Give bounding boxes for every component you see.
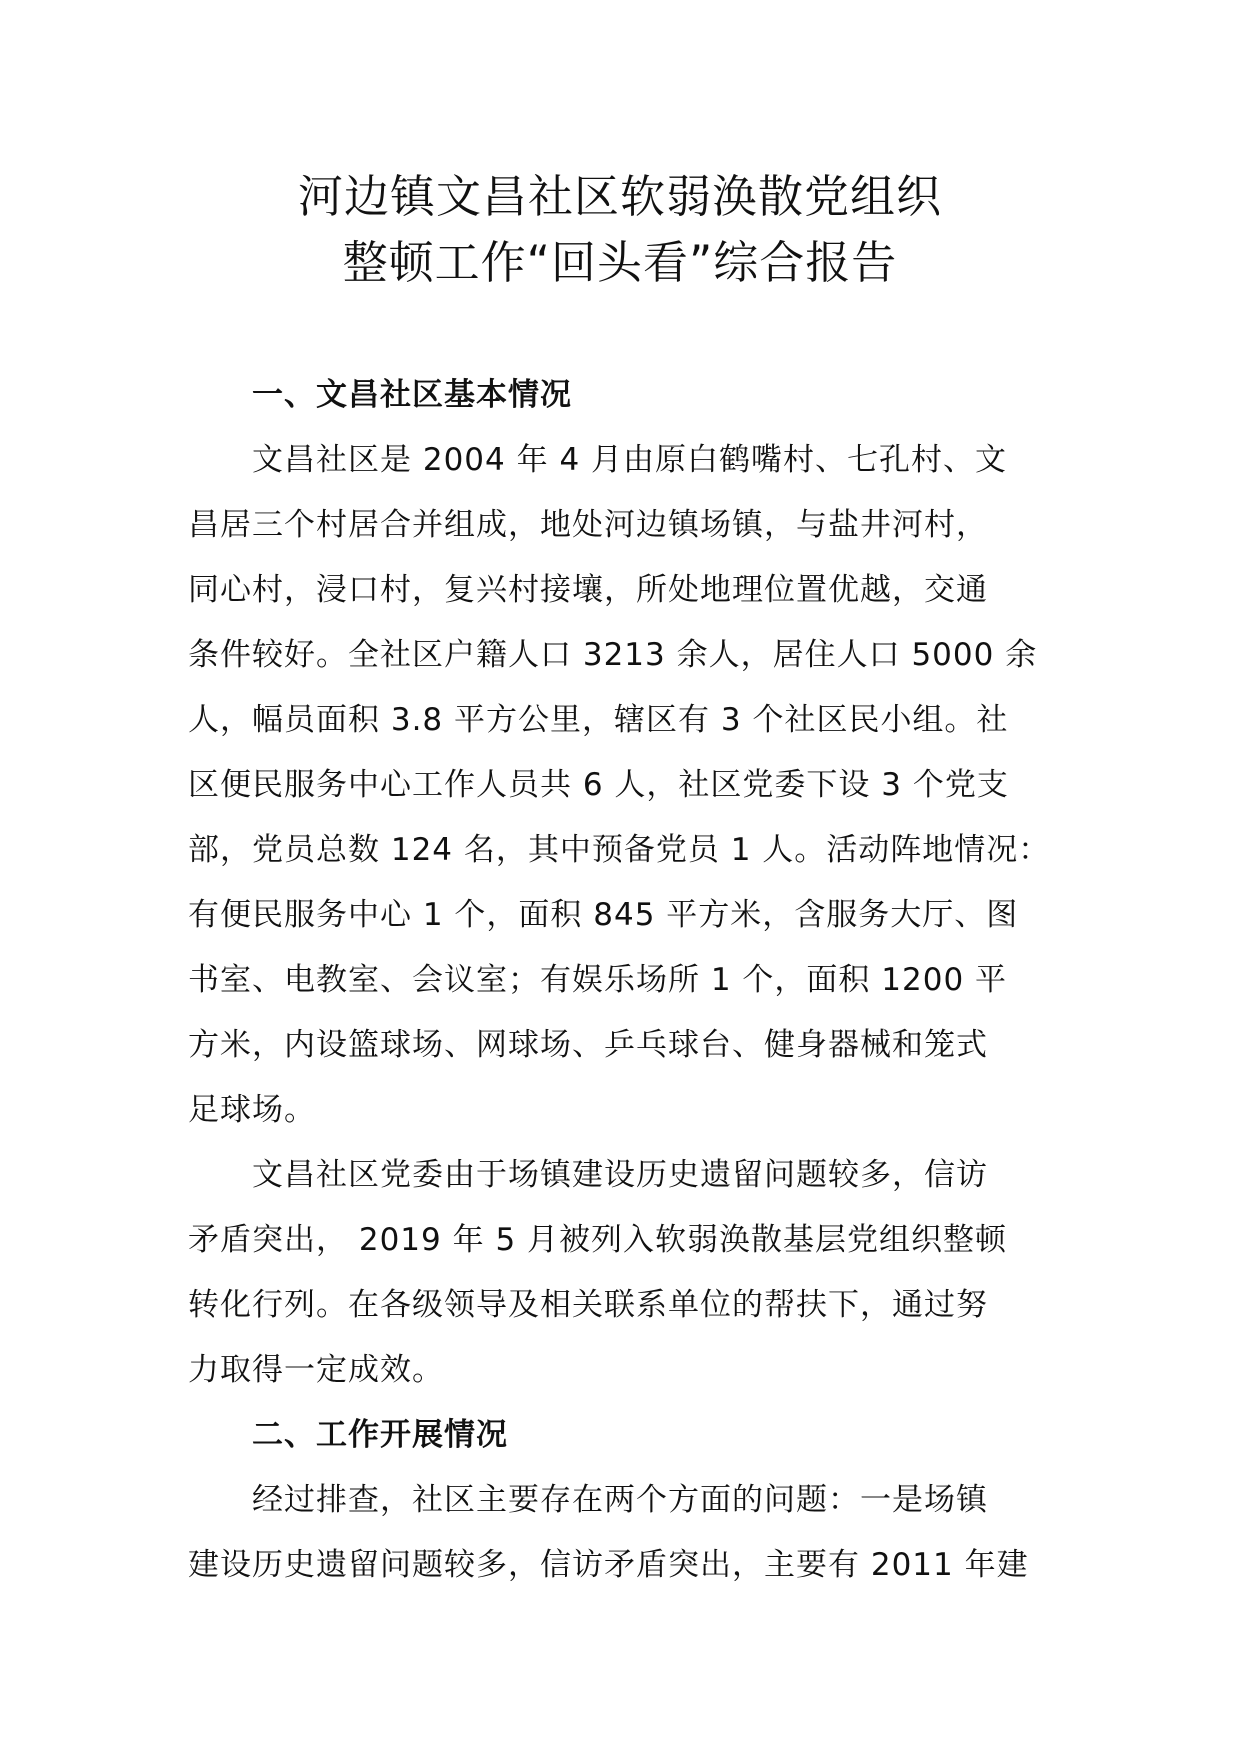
title-line-1: 河边镇文昌社区软弱涣散党组织 [297, 170, 942, 223]
text-line: 部，党员总数 124 名，其中预备党员 1 人。活动阵地情况： [188, 832, 1051, 868]
text-line: 区便民服务中心工作人员共 6 人，社区党委下设 3 个党支 [188, 767, 1009, 803]
text-line: 文昌社区是 2004 年 4 月由原白鹤嘴村、七孔村、文 [252, 442, 1008, 478]
text-line: 有便民服务中心 1 个，面积 845 平方米，含服务大厅、图 [188, 897, 1019, 933]
text-line: 同心村，浸口村，复兴村接壤，所处地理位置优越，交通 [188, 572, 988, 608]
text-line: 昌居三个村居合并组成，地处河边镇场镇，与盐井河村， [188, 507, 988, 543]
text-line: 条件较好。全社区户籍人口 3213 余人，居住人口 5000 余 [188, 637, 1038, 673]
document-body [188, 363, 1058, 1598]
section-heading-1: 一、文昌社区基本情况 [252, 377, 572, 413]
text-line: 书室、电教室、会议室；有娱乐场所 1 个，面积 1200 平 [188, 962, 1008, 998]
title-line-2: 整顿工作“回头看”综合报告 [342, 236, 898, 289]
text-line: 足球场。 [188, 1092, 316, 1128]
text-line: 建设历史遗留问题较多，信访矛盾突出，主要有 2011 年建 [188, 1547, 1029, 1583]
text-line: 文昌社区党委由于场镇建设历史遗留问题较多，信访 [252, 1157, 988, 1193]
text-line: 力取得一定成效。 [188, 1352, 444, 1388]
document-title [0, 164, 1240, 296]
paragraph-rectification [188, 1143, 1058, 1403]
paragraph-work-progress [188, 1468, 1058, 1598]
text-line: 方米，内设篮球场、网球场、乒乓球台、健身器械和笼式 [188, 1027, 988, 1063]
text-line: 人，幅员面积 3.8 平方公里，辖区有 3 个社区民小组。社 [188, 702, 1009, 738]
text-line: 矛盾突出， 2019 年 5 月被列入软弱涣散基层党组织整顿 [188, 1222, 1008, 1258]
text-line: 转化行列。在各级领导及相关联系单位的帮扶下，通过努 [188, 1287, 988, 1323]
section-heading-2: 二、工作开展情况 [252, 1417, 508, 1453]
text-line: 经过排查，社区主要存在两个方面的问题：一是场镇 [252, 1482, 988, 1518]
paragraph-basic-info [188, 428, 1058, 1143]
